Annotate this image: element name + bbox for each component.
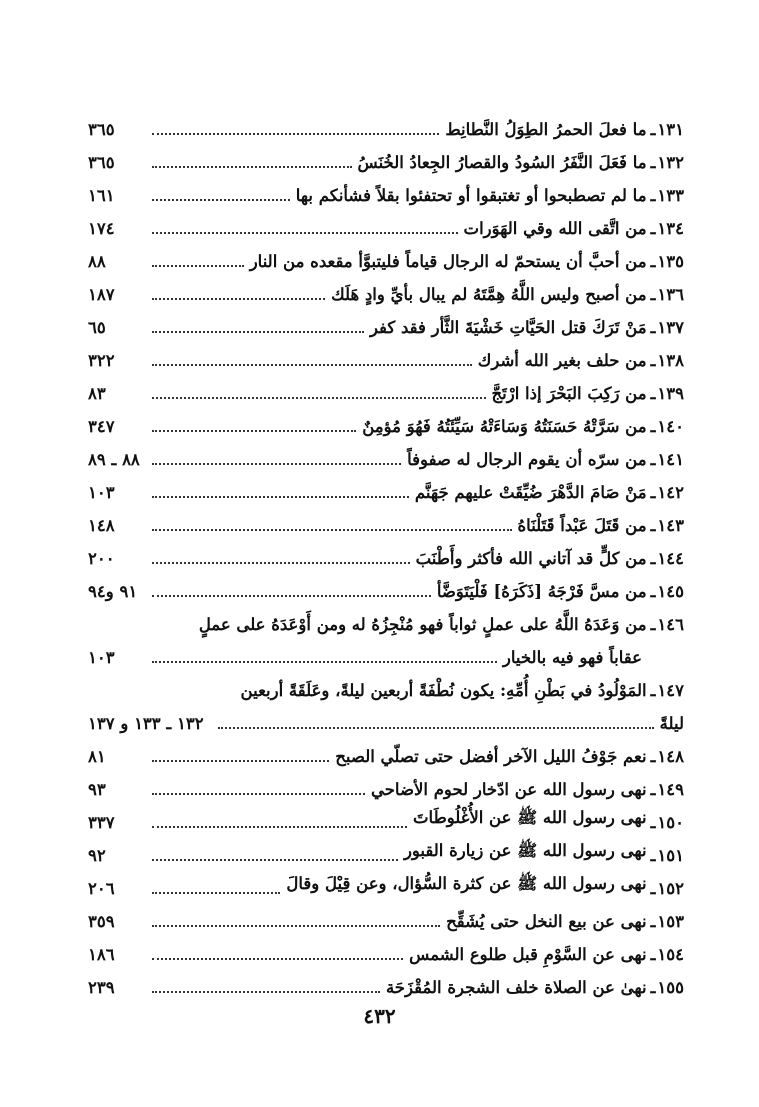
entry-text: نهىٰ عن الصلاة خلف الشجرة المُقْزَحَة [385,978,647,997]
entry-number: ١٥١ [657,846,684,865]
index-entry [88,898,684,931]
index-entry [88,502,684,535]
entry-page-ref: ٢٣٩ [88,978,115,997]
entry-text: من كلٍّ قد آتاني الله فأكثر وأَطْنَبَ [415,549,647,568]
entry-number: ١٤٣ [657,516,684,535]
entry-separator: ـ [650,813,656,832]
index-entry [88,304,684,337]
dot-leader [152,319,364,333]
index-entry [88,535,684,568]
dot-leader [152,979,380,993]
entry-text-line2: ليلةً [659,714,684,733]
entry-page-ref: ٨٣ [88,384,106,403]
dot-leader [152,385,486,399]
dot-leader [152,781,365,795]
entry-page-ref: ٣٤٧ [88,417,115,436]
entry-separator: ـ [650,186,656,205]
entry-separator: ـ [650,483,656,502]
entry-page-ref: ١٦١ [88,186,115,205]
entry-page-ref: ١٨٧ [88,285,115,304]
index-entry-multiline [88,601,684,634]
dot-leader [152,880,280,894]
entry-separator: ـ [650,978,656,997]
dot-leader [152,484,409,498]
entry-text: نهى رسول الله ﷺ عن كثرة السُّؤال، وعن قِيْلَ وقالَ [286,874,647,893]
entry-number: ١٥٠ [657,813,684,832]
entry-page-ref: ٩٣ [88,780,106,799]
dot-leader [218,715,654,729]
entry-page-ref: ٣٦٥ [88,153,115,172]
index-entry [88,931,684,964]
entry-text: من رَكِبَ البَحْرَ إذا ارْتَجَّ [491,384,647,403]
index-entry [88,271,684,304]
dot-leader [152,946,403,960]
dot-leader [152,253,244,267]
index-entry [88,238,684,271]
entry-separator: ـ [650,252,656,271]
entry-separator: ـ [650,351,656,370]
entry-text: نهى رسول الله ﷺ عن الأُغْلُوطَاتَ [413,808,647,827]
dot-leader [152,286,325,300]
dot-leader [152,913,440,927]
entry-number: ١٣١ [657,120,684,139]
dot-leader [152,517,512,531]
index-entry [88,436,684,469]
entry-number: ١٣٦ [657,285,684,304]
entry-separator: ـ [650,615,656,634]
entry-page-ref: ٢٠٠ [88,549,115,568]
entry-number: ١٤٩ [657,780,684,799]
index-entry [88,568,684,601]
entry-text: ما فَعَلَ النَّفَرُ السُودُ والقصارُ الجِعادُ الخُنَسُ [357,153,647,172]
entry-page-ref: ١٧٤ [88,219,115,238]
index-entry-continuation [88,634,684,667]
entry-number: ١٤٨ [657,747,684,766]
entry-separator: ـ [650,945,656,964]
dot-leader [152,352,472,366]
dot-leader [152,220,458,234]
entry-page-ref: ٣٦٥ [88,120,115,139]
entry-page-ref: ٣٢٢ [88,351,115,370]
index-entry [88,337,684,370]
dot-leader [152,847,398,861]
entry-text: من سرّه أن يقوم الرجال له صفوفاً [407,450,647,469]
entry-page-ref: ١٠٣ [88,483,115,502]
entry-number: ١٤٤ [657,549,684,568]
entry-separator: ـ [650,318,656,337]
dot-leader [152,748,329,762]
entry-separator: ـ [650,846,656,865]
entry-text: مَنْ صَامَ الدَّهْرَ ضُيِّقَتْ عليهم جَهَنَّم [414,483,647,502]
entry-page-ref: ١٣٢ ـ ١٣٣ و ١٣٧ [88,714,204,733]
entry-text: من قَتَلَ عَبْداً قَتَلْنَاهُ [517,516,647,535]
dot-leader [152,583,431,597]
index-entry [88,370,684,403]
index-entry [88,832,684,865]
entry-page-ref: ٩٢ [88,846,106,865]
index-entry [88,766,684,799]
entry-text: ما لم تصطبحوا أو تغتبقوا أو تحتفئوا بقلاً فشأنكم بها [295,186,647,205]
index-entry [88,865,684,898]
entry-page-ref: ٦٥ [88,318,106,337]
entry-number: ١٤٢ [657,483,684,502]
entry-separator: ـ [650,285,656,304]
entry-separator: ـ [650,120,656,139]
dot-leader [152,154,352,168]
dot-leader [152,649,497,663]
entry-text: من أحبَّ أن يستحمّ له الرجال قياماً فليتبوَّأ مقعده من النار [249,252,647,271]
entry-text-line1: المَوْلُودُ في بَطْنِ أُمِّهِ: يكون نُطْفَةً أربعين ليلةً، وعَلَقَةً أربعين [240,681,647,700]
entry-number: ١٣٨ [657,351,684,370]
entry-separator: ـ [650,153,656,172]
entry-text: من حلف بغير الله أشرك [477,351,647,370]
index-entry [88,964,684,997]
entry-separator: ـ [650,582,656,601]
entry-text-line2: عقاباً فهو فيه بالخيار [502,648,642,667]
entry-page-ref: ١٨٦ [88,945,115,964]
index-entry-multiline [88,667,684,700]
entry-text: نهى رسول الله ﷺ عن زيارة القبور [403,841,647,860]
entry-text: ما فعلَ الحمرُ الطِوَلُ النَّطانِط [445,120,647,139]
entry-page-ref: ١٠٣ [88,648,115,667]
index-entry [88,733,684,766]
entry-text-line1: من وَعَدَهُ اللَّهُ على عملٍ ثواباً فهو مُنْجِزُهُ له ومن أَوْعَدَهُ على عملٍ [198,615,647,634]
dot-leader [152,418,356,432]
entry-separator: ـ [650,912,656,931]
index-entry [88,139,684,172]
entry-number: ١٣٢ [657,153,684,172]
entry-text: من مسَّ فَرْجَهُ [ذَكَرَهُ] فَلْيَتَوَضَّأ [436,582,647,601]
entry-page-ref: ٨٨ ـ ٨٩ [88,450,140,469]
index-entry [88,469,684,502]
entry-separator: ـ [650,549,656,568]
entry-text: مَنْ تَرَكَ قتل الحَيَّاتِ خَشْيَةَ الثَّأر فقد كفر [369,318,647,337]
hadith-index-list [88,106,684,997]
entry-number: ١٤٧ [657,681,684,700]
entry-number: ١٣٣ [657,186,684,205]
index-entry [88,403,684,436]
entry-page-ref: ١٤٨ [88,516,115,535]
entry-number: ١٤٠ [657,417,684,436]
entry-separator: ـ [650,384,656,403]
entry-text: من أصبح وليس اللَّهُ هِمَّتَهُ لم يبال بأيِّ وادٍ هَلَك [331,285,647,304]
index-entry [88,799,684,832]
entry-page-ref: ٣٥٩ [88,912,115,931]
entry-number: ١٣٤ [657,219,684,238]
entry-number: ١٤١ [657,450,684,469]
entry-text: نهى رسول الله عن ادّخار لحوم الأضاحي [370,780,647,799]
entry-text: من اتَّقى الله وقي الهَوَرات [463,219,647,238]
entry-number: ١٥٥ [657,978,684,997]
entry-text: من سَرَّتْهُ حَسَنَتُهُ وَسَاءَتْهُ سَيِّئَتُهُ فَهُوَ مُؤمِنٌ [362,417,647,436]
entry-separator: ـ [650,516,656,535]
entry-number: ١٣٩ [657,384,684,403]
entry-separator: ـ [650,681,656,700]
index-entry-continuation [88,700,684,733]
dot-leader [152,121,439,135]
dot-leader [152,550,410,564]
entry-text: نهى عن بيع النخل حتى يُشَقِّح [446,912,647,931]
index-entry [88,106,684,139]
entry-separator: ـ [650,219,656,238]
entry-page-ref: ٩١ و٩٤ [88,582,138,601]
entry-separator: ـ [650,747,656,766]
entry-page-ref: ٣٣٧ [88,813,115,832]
entry-number: ١٣٥ [657,252,684,271]
entry-number: ١٥٤ [657,945,684,964]
index-entry [88,172,684,205]
entry-separator: ـ [650,780,656,799]
dot-leader [152,451,401,465]
entry-page-ref: ٢٠٦ [88,879,115,898]
entry-page-ref: ٨١ [88,747,106,766]
entry-number: ١٥٢ [657,879,684,898]
dot-leader [152,187,290,201]
entry-separator: ـ [650,879,656,898]
index-entry [88,205,684,238]
entry-separator: ـ [650,417,656,436]
entry-separator: ـ [650,450,656,469]
dot-leader [152,814,407,828]
page-number: ٤٣٢ [363,1004,396,1028]
entry-page-ref: ٨٨ [88,252,106,271]
entry-text: نهى عن السَّوْمِ قبل طلوع الشمس [409,945,647,964]
entry-number: ١٣٧ [657,318,684,337]
entry-number: ١٤٥ [657,582,684,601]
entry-number: ١٥٣ [657,912,684,931]
entry-text: نعم جَوْفُ الليل الآخر أفضل حتى تصلّي الصبح [335,747,647,766]
entry-number: ١٤٦ [657,615,684,634]
